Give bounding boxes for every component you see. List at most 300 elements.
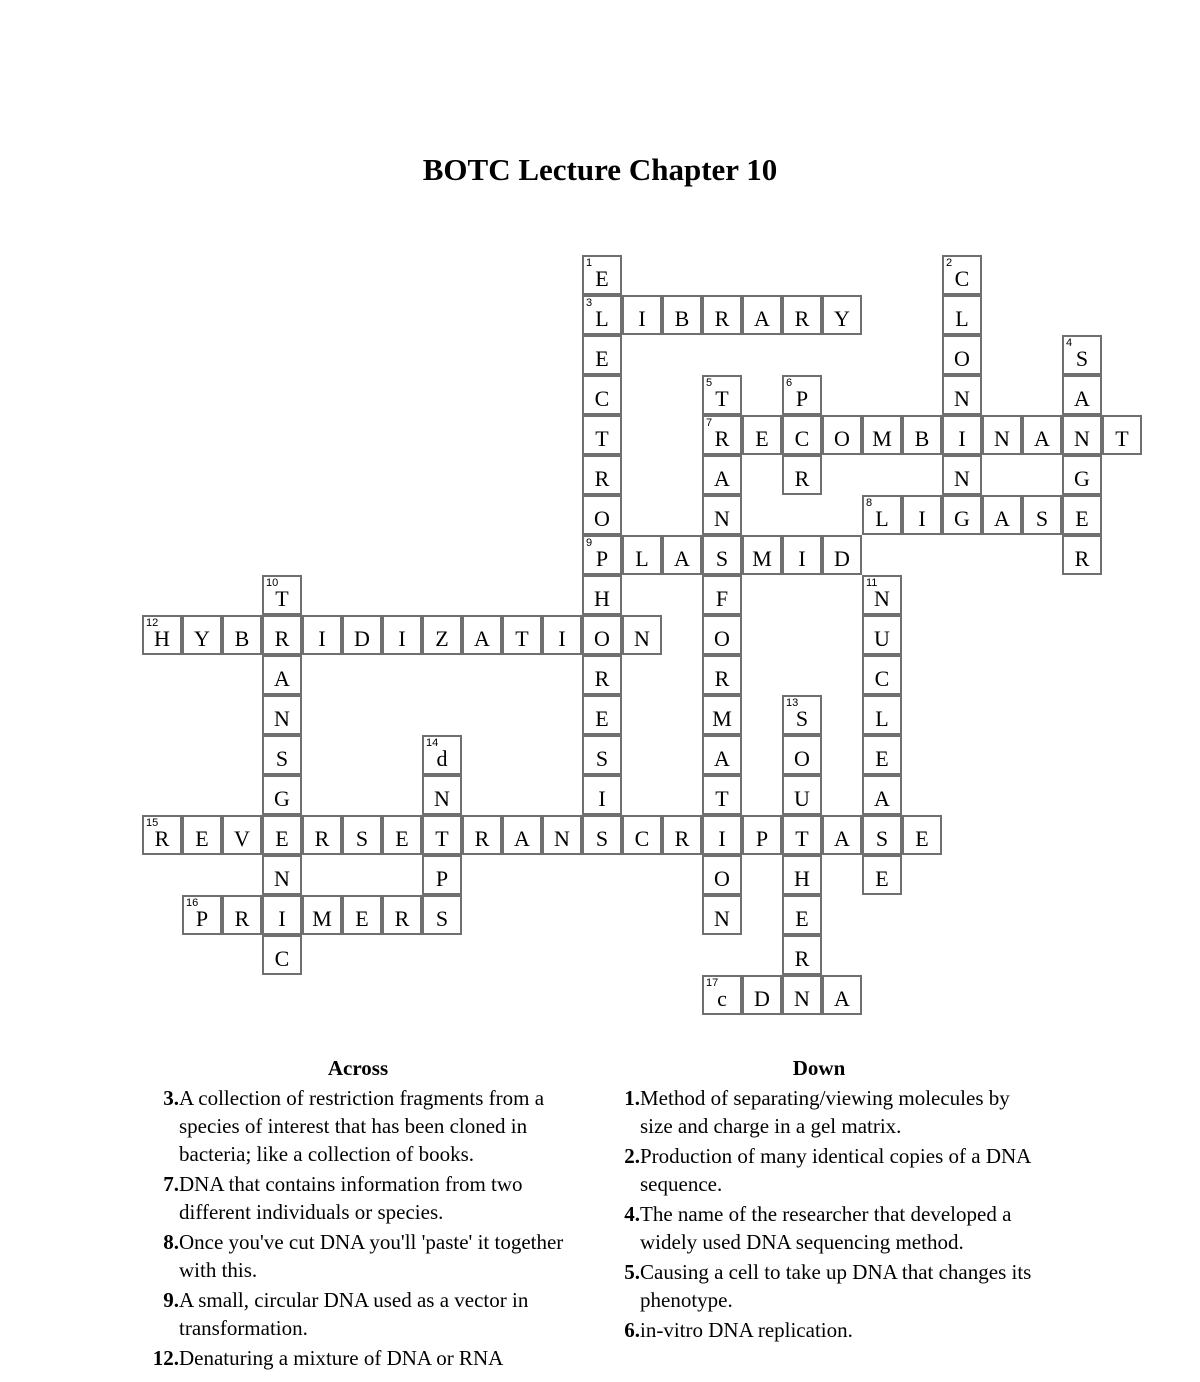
cell-letter: H	[594, 586, 610, 611]
grid-cell[interactable]	[302, 815, 342, 855]
grid-cell[interactable]	[582, 295, 622, 335]
cell-letter: I	[958, 426, 966, 451]
clue-number: 3	[586, 297, 593, 309]
clue-item-number: 9.	[163, 1288, 179, 1312]
clue-item-number: 8.	[163, 1230, 179, 1254]
grid-cell[interactable]	[622, 615, 662, 655]
clue-item-text: Causing a cell to take up DNA that changes its phenotype.	[640, 1260, 1032, 1312]
grid-cell[interactable]	[982, 495, 1022, 535]
clue-item	[143, 1228, 583, 1284]
grid-cell[interactable]	[502, 815, 542, 855]
grid-cell[interactable]	[782, 855, 822, 895]
cell-letter: I	[558, 626, 566, 651]
grid-cell[interactable]	[342, 815, 382, 855]
grid-cell[interactable]	[262, 655, 302, 695]
cell-letter: A	[1074, 386, 1090, 411]
grid-cell[interactable]	[542, 815, 582, 855]
grid-cell[interactable]	[862, 415, 902, 455]
grid-cell[interactable]	[702, 975, 742, 1015]
grid-cell[interactable]	[582, 495, 622, 535]
cell-letter: I	[798, 546, 806, 571]
grid-cell[interactable]	[702, 615, 742, 655]
grid-cell[interactable]	[622, 535, 662, 575]
cell-letter: A	[474, 626, 490, 651]
grid-cell[interactable]	[942, 255, 982, 295]
clue-item-number: 1.	[624, 1086, 640, 1110]
clue-item-number: 12.	[152, 1346, 179, 1370]
cell-letter: Z	[435, 626, 449, 651]
grid-cell[interactable]	[702, 535, 742, 575]
grid-cell[interactable]	[262, 895, 302, 935]
clue-item-number: 3.	[163, 1086, 179, 1110]
cell-letter: T	[795, 826, 809, 851]
cell-letter: L	[635, 546, 649, 571]
cell-letter: H	[154, 626, 170, 651]
grid-cell[interactable]	[862, 655, 902, 695]
grid-cell[interactable]	[942, 495, 982, 535]
cell-letter: N	[714, 906, 730, 931]
grid-cell[interactable]	[822, 295, 862, 335]
cell-letter: S	[715, 546, 729, 571]
clue-item-text: The name of the researcher that developed a widely used DNA sequencing method.	[640, 1202, 1012, 1254]
clue-item	[604, 1200, 1044, 1256]
cell-letter: E	[355, 906, 369, 931]
clue-item-text: A small, circular DNA used as a vector in transformation.	[179, 1288, 529, 1340]
clue-item-number: 2.	[624, 1144, 640, 1168]
grid-cell[interactable]	[222, 815, 262, 855]
cell-letter: D	[754, 986, 770, 1011]
grid-cell[interactable]	[262, 735, 302, 775]
cell-letter: E	[915, 826, 929, 851]
grid-cell[interactable]	[702, 495, 742, 535]
grid-cell[interactable]	[262, 935, 302, 975]
cell-letter: C	[594, 386, 610, 411]
clue-item	[143, 1344, 583, 1372]
cell-letter: R	[594, 466, 610, 491]
cell-letter: S	[875, 826, 889, 851]
cell-letter: M	[872, 426, 892, 451]
cell-letter: I	[598, 786, 606, 811]
cell-letter: d	[436, 746, 448, 771]
grid-cell[interactable]	[942, 375, 982, 415]
across-clues	[143, 1054, 583, 1374]
cell-letter: R	[674, 826, 690, 851]
cell-letter: S	[275, 746, 289, 771]
grid-cell[interactable]	[702, 775, 742, 815]
cell-letter: S	[595, 826, 609, 851]
clue-number: 1	[586, 257, 593, 269]
clue-item	[143, 1286, 583, 1342]
cell-letter: I	[278, 906, 286, 931]
cell-letter: E	[595, 346, 609, 371]
cell-letter: U	[794, 786, 810, 811]
cell-letter: E	[595, 706, 609, 731]
clue-number: 14	[426, 737, 439, 749]
grid-cell[interactable]	[302, 615, 342, 655]
grid-cell[interactable]	[862, 775, 902, 815]
clue-item-text: DNA that contains information from two different individuals or species.	[179, 1172, 523, 1224]
grid-cell[interactable]	[862, 575, 902, 615]
grid-cell[interactable]	[422, 615, 462, 655]
grid-cell[interactable]	[702, 655, 742, 695]
grid-cell[interactable]	[1022, 495, 1062, 535]
grid-cell[interactable]	[422, 735, 462, 775]
clue-number: 5	[706, 377, 713, 389]
grid-cell[interactable]	[862, 615, 902, 655]
grid-cell[interactable]	[662, 295, 702, 335]
grid-cell[interactable]	[1062, 495, 1102, 535]
across-heading: Across	[327, 1056, 389, 1080]
grid-cell[interactable]	[902, 495, 942, 535]
cell-letter: T	[715, 386, 729, 411]
cell-letter: D	[354, 626, 370, 651]
grid-cell[interactable]	[782, 695, 822, 735]
clue-item	[604, 1142, 1044, 1198]
cell-letter: D	[834, 546, 850, 571]
cell-letter: P	[195, 906, 209, 931]
grid-cell[interactable]	[822, 975, 862, 1015]
cell-letter: R	[714, 666, 730, 691]
grid-cell[interactable]	[582, 375, 622, 415]
cell-letter: C	[634, 826, 650, 851]
clue-number: 10	[266, 577, 279, 589]
cell-letter: c	[717, 986, 727, 1011]
grid-cell[interactable]	[182, 895, 222, 935]
clue-item-number: 6.	[624, 1318, 640, 1342]
grid-cell[interactable]	[582, 695, 622, 735]
cell-letter: A	[834, 986, 850, 1011]
cell-letter: P	[595, 546, 609, 571]
grid-cell[interactable]	[262, 575, 302, 615]
cell-letter: R	[794, 946, 810, 971]
grid-cell[interactable]	[782, 935, 822, 975]
cell-letter: A	[714, 466, 730, 491]
cell-letter: Y	[834, 306, 850, 331]
grid-cell[interactable]	[262, 855, 302, 895]
cell-letter: M	[752, 546, 772, 571]
clue-number: 15	[146, 817, 159, 829]
cell-letter: B	[234, 626, 250, 651]
grid-cell[interactable]	[582, 615, 622, 655]
cell-letter: S	[1035, 506, 1049, 531]
grid-cell[interactable]	[182, 815, 222, 855]
grid-cell[interactable]	[302, 895, 342, 935]
grid-cell[interactable]	[622, 815, 662, 855]
cell-letter: S	[795, 706, 809, 731]
cell-letter: T	[275, 586, 289, 611]
cell-letter: C	[274, 946, 290, 971]
clue-item-number: 7.	[163, 1172, 179, 1196]
grid-cell[interactable]	[1062, 335, 1102, 375]
grid-cell[interactable]	[702, 415, 742, 455]
grid-cell[interactable]	[782, 895, 822, 935]
grid-cell[interactable]	[782, 535, 822, 575]
grid-cell[interactable]	[702, 295, 742, 335]
cell-letter: F	[715, 586, 729, 611]
cell-letter: E	[195, 826, 209, 851]
cell-letter: L	[955, 306, 969, 331]
clue-item	[143, 1084, 583, 1168]
grid-cell[interactable]	[222, 895, 262, 935]
cell-letter: R	[1074, 546, 1090, 571]
grid-cell[interactable]	[262, 695, 302, 735]
grid-cell[interactable]	[862, 815, 902, 855]
grid-cell[interactable]	[742, 415, 782, 455]
grid-cell[interactable]	[462, 615, 502, 655]
grid-cell[interactable]	[782, 455, 822, 495]
cell-letter: S	[595, 746, 609, 771]
cell-letter: M	[712, 706, 732, 731]
cell-letter: S	[355, 826, 369, 851]
grid-cell[interactable]	[142, 815, 182, 855]
clue-number: 4	[1066, 337, 1073, 349]
grid-cell[interactable]	[742, 535, 782, 575]
cell-letter: G	[274, 786, 290, 811]
grid-cell[interactable]	[702, 575, 742, 615]
grid-cell[interactable]	[662, 535, 702, 575]
grid-cell[interactable]	[782, 815, 822, 855]
grid-cell[interactable]	[1062, 415, 1102, 455]
clue-item-text: Method of separating/viewing molecules by size and charge in a gel matrix.	[640, 1086, 1010, 1138]
grid-cell[interactable]	[1062, 375, 1102, 415]
cell-letter: O	[714, 866, 730, 891]
clue-item	[143, 1170, 583, 1226]
grid-cell[interactable]	[982, 415, 1022, 455]
cell-letter: M	[312, 906, 332, 931]
cell-letter: I	[638, 306, 646, 331]
grid-cell[interactable]	[862, 495, 902, 535]
cell-letter: S	[1075, 346, 1089, 371]
clue-item	[604, 1084, 1044, 1140]
grid-cell[interactable]	[262, 815, 302, 855]
clue-number: 9	[586, 537, 593, 549]
clue-item	[604, 1258, 1044, 1314]
grid-cell[interactable]	[382, 895, 422, 935]
cell-letter: O	[794, 746, 810, 771]
grid-cell[interactable]	[822, 815, 862, 855]
grid-cell[interactable]	[462, 815, 502, 855]
cell-letter: A	[994, 506, 1010, 531]
cell-letter: R	[394, 906, 410, 931]
cell-letter: I	[318, 626, 326, 651]
cell-letter: N	[714, 506, 730, 531]
grid-cell[interactable]	[942, 335, 982, 375]
grid-cell[interactable]	[1062, 535, 1102, 575]
cell-letter: A	[874, 786, 890, 811]
cell-letter: A	[714, 746, 730, 771]
grid-cell[interactable]	[342, 615, 382, 655]
clue-item-text: Once you've cut DNA you'll 'paste' it together with this.	[179, 1230, 564, 1282]
grid-cell[interactable]	[582, 455, 622, 495]
cell-letter: B	[914, 426, 930, 451]
grid-cell[interactable]	[582, 575, 622, 615]
cell-letter: E	[275, 826, 289, 851]
grid-cell[interactable]	[422, 815, 462, 855]
grid-cell[interactable]	[262, 615, 302, 655]
cell-letter: T	[1115, 426, 1129, 451]
grid-cell[interactable]	[702, 735, 742, 775]
grid-cell[interactable]	[702, 455, 742, 495]
clue-number: 11	[866, 577, 878, 589]
grid-cell[interactable]	[742, 815, 782, 855]
cell-letter: G	[954, 506, 970, 531]
grid-cell[interactable]	[182, 615, 222, 655]
cell-letter: A	[834, 826, 850, 851]
clue-item-text: A collection of restriction fragments from a species of interest that has been cloned in bacteria; like a collection of books.	[179, 1086, 545, 1166]
clue-item-number: 4.	[624, 1202, 640, 1226]
cell-letter: R	[714, 426, 730, 451]
cell-letter: T	[715, 786, 729, 811]
clue-number: 17	[706, 977, 719, 989]
grid-cell[interactable]	[942, 455, 982, 495]
grid-cell[interactable]	[862, 695, 902, 735]
grid-cell[interactable]	[702, 695, 742, 735]
cell-letter: I	[918, 506, 926, 531]
grid-cell[interactable]	[262, 775, 302, 815]
grid-cell[interactable]	[902, 815, 942, 855]
page-title: BOTC Lecture Chapter 10	[422, 152, 778, 187]
grid-cell[interactable]	[702, 855, 742, 895]
grid-cell[interactable]	[782, 415, 822, 455]
cell-letter: A	[674, 546, 690, 571]
grid-cell[interactable]	[662, 815, 702, 855]
cell-letter: R	[474, 826, 490, 851]
cell-letter: Y	[194, 626, 210, 651]
clue-number: 7	[706, 417, 713, 429]
grid-cell[interactable]	[822, 415, 862, 455]
grid-cell[interactable]	[942, 415, 982, 455]
grid-cell[interactable]	[382, 815, 422, 855]
grid-cell[interactable]	[742, 295, 782, 335]
cell-letter: A	[274, 666, 290, 691]
grid-cell[interactable]	[782, 975, 822, 1015]
grid-cell[interactable]	[702, 815, 742, 855]
grid-cell[interactable]	[902, 415, 942, 455]
cell-letter: N	[954, 466, 970, 491]
cell-letter: E	[875, 746, 889, 771]
cell-letter: R	[274, 626, 290, 651]
cell-letter: N	[554, 826, 570, 851]
cell-letter: B	[674, 306, 690, 331]
grid-cell[interactable]	[702, 895, 742, 935]
grid-cell[interactable]	[582, 535, 622, 575]
cell-letter: L	[595, 306, 609, 331]
grid-cell[interactable]	[142, 615, 182, 655]
cell-letter: R	[154, 826, 170, 851]
clue-number: 13	[786, 697, 799, 709]
cell-letter: R	[314, 826, 330, 851]
grid-cell[interactable]	[222, 615, 262, 655]
cell-letter: P	[795, 386, 809, 411]
cell-letter: C	[954, 266, 970, 291]
grid-cell[interactable]	[582, 655, 622, 695]
cell-letter: H	[794, 866, 810, 891]
grid-cell[interactable]	[582, 335, 622, 375]
cell-letter: N	[794, 986, 810, 1011]
grid-cell[interactable]	[422, 855, 462, 895]
clue-number: 6	[786, 377, 793, 389]
clue-number: 16	[186, 897, 199, 909]
grid-cell[interactable]	[1062, 455, 1102, 495]
grid-cell[interactable]	[422, 775, 462, 815]
cell-letter: N	[274, 866, 290, 891]
cell-letter: V	[234, 826, 250, 851]
grid-cell[interactable]	[862, 855, 902, 895]
grid-cell[interactable]	[582, 415, 622, 455]
grid-cell[interactable]	[502, 615, 542, 655]
clue-item-text: Denaturing a mixture of DNA or RNA	[179, 1346, 504, 1370]
grid-cell[interactable]	[942, 295, 982, 335]
grid-cell[interactable]	[582, 255, 622, 295]
cell-letter: G	[1074, 466, 1090, 491]
clue-item-number: 5.	[624, 1260, 640, 1284]
cell-letter: N	[434, 786, 450, 811]
grid-cell[interactable]	[782, 775, 822, 815]
grid-cell[interactable]	[862, 735, 902, 775]
clue-number: 12	[146, 617, 159, 629]
cell-letter: T	[595, 426, 609, 451]
cell-letter: A	[514, 826, 530, 851]
cell-letter: T	[515, 626, 529, 651]
down-heading: Down	[792, 1056, 846, 1080]
grid-cell[interactable]	[582, 815, 622, 855]
cell-letter: N	[954, 386, 970, 411]
clue-number: 8	[866, 497, 873, 509]
cell-letter: S	[435, 906, 449, 931]
grid-cell[interactable]	[782, 735, 822, 775]
grid-cell[interactable]	[822, 535, 862, 575]
cell-letter: N	[994, 426, 1010, 451]
cell-letter: O	[954, 346, 970, 371]
cell-letter: O	[834, 426, 850, 451]
cell-letter: R	[794, 466, 810, 491]
grid-cell[interactable]	[1022, 415, 1062, 455]
cell-letter: U	[874, 626, 890, 651]
cell-letter: E	[595, 266, 609, 291]
grid-cell[interactable]	[342, 895, 382, 935]
clue-item	[604, 1316, 1044, 1344]
grid-cell[interactable]	[782, 295, 822, 335]
cell-letter: N	[1074, 426, 1090, 451]
grid-cell[interactable]	[582, 735, 622, 775]
cell-letter: O	[714, 626, 730, 651]
cell-letter: A	[1034, 426, 1050, 451]
grid-cell[interactable]	[1102, 415, 1142, 455]
cell-letter: A	[754, 306, 770, 331]
grid-cell[interactable]	[742, 975, 782, 1015]
grid-cell[interactable]	[422, 895, 462, 935]
clue-number: 2	[946, 257, 953, 269]
grid-cell[interactable]	[702, 375, 742, 415]
grid-cell[interactable]	[622, 295, 662, 335]
cell-letter: N	[874, 586, 890, 611]
grid-cell[interactable]	[382, 615, 422, 655]
cell-letter: E	[755, 426, 769, 451]
grid-cell[interactable]	[782, 375, 822, 415]
grid-cell[interactable]	[582, 775, 622, 815]
cell-letter: P	[755, 826, 769, 851]
grid-cell[interactable]	[542, 615, 582, 655]
cell-letter: R	[594, 666, 610, 691]
cell-letter: I	[398, 626, 406, 651]
cell-letter: C	[874, 666, 890, 691]
cell-letter: E	[1075, 506, 1089, 531]
cell-letter: N	[634, 626, 650, 651]
cell-letter: E	[395, 826, 409, 851]
cell-letter: R	[234, 906, 250, 931]
cell-letter: L	[875, 506, 889, 531]
cell-letter: P	[435, 866, 449, 891]
